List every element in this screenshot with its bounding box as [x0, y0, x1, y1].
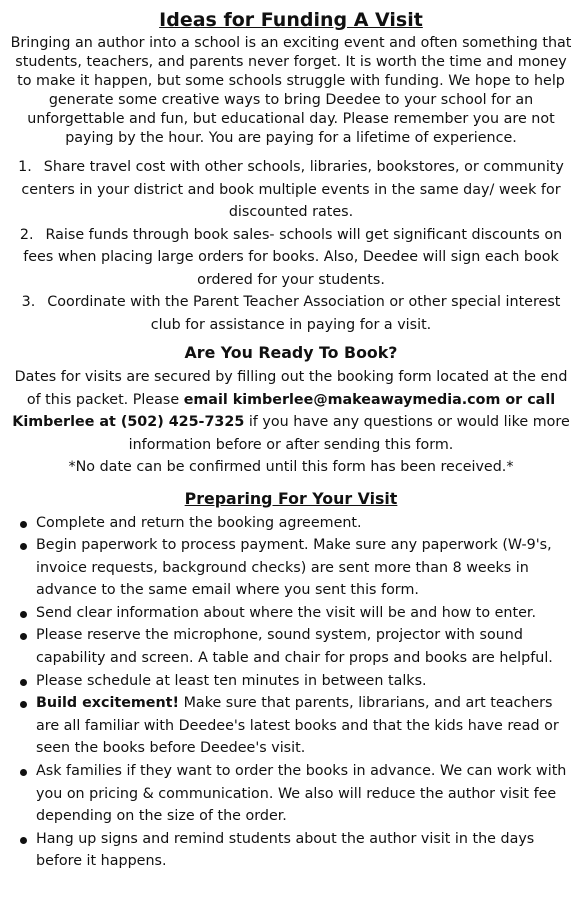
- page-title: Ideas for Funding A Visit: [159, 9, 423, 31]
- booking-paragraph: [6, 366, 576, 456]
- booking-text: Dates for visits are secured by filling out the booking form located at the end of this packet. Please: [14, 369, 568, 408]
- booking-text: if you have any questions or would like more information before or after sending this form.: [128, 414, 570, 453]
- item-text: Send clear information about where the visit will be and how to enter.: [36, 604, 537, 621]
- item-text: Complete and return the booking agreement.: [36, 514, 362, 531]
- list-item: [6, 512, 576, 535]
- item-text: Make sure that parents, librarians, and art teachers are all familiar with Deedee's latest books and that the kids have read or seen the books before Deedee's visit.: [36, 695, 559, 757]
- item-text: Raise funds through book sales- schools will get significant discounts on fees when placing large orders for books. Also, Deedee will sign each book ordered for your students.: [23, 226, 563, 288]
- item-text: Please reserve the microphone, sound system, projector with sound capability and screen. A table and chair for props and books are helpful.: [36, 627, 553, 667]
- item-text: Please schedule at least ten minutes in between talks.: [36, 672, 427, 689]
- bullet-icon: [20, 701, 27, 708]
- item-number: 2.: [19, 226, 34, 243]
- item-text: Begin paperwork to process payment. Make sure any paperwork (W-9's, invoice requests, background checks) are sent more than 8 weeks in advance to the same email where you sent this form.: [36, 537, 552, 599]
- booking-note: *No date can be confirmed until this form has been received.*: [68, 459, 514, 475]
- item-text: Ask families if they want to order the books in advance. We can work with you on pricing & communication. We also will reduce the author visit fee depending on the size of the order.: [36, 763, 567, 825]
- bullet-icon: [20, 633, 27, 640]
- item-number: 1.: [18, 159, 32, 175]
- contact-info: email kimberlee@makeawaymedia.com or call Kimberlee at (502) 425-7325: [12, 391, 556, 430]
- list-item: [6, 602, 576, 625]
- list-item: [8, 291, 574, 336]
- item-text: Hang up signs and remind students about the author visit in the days before it happens.: [36, 830, 535, 870]
- booking-heading: Are You Ready To Book?: [184, 343, 398, 362]
- list-item: [8, 156, 574, 224]
- bullet-icon: [20, 543, 27, 550]
- bullet-icon: [20, 611, 27, 618]
- bullet-icon: [20, 679, 27, 686]
- list-item: [6, 670, 576, 693]
- item-text: Coordinate with the Parent Teacher Association or other special interest club for assistance in paying for a visit.: [47, 294, 561, 333]
- bullet-icon: [20, 769, 27, 776]
- bullet-icon: [20, 837, 27, 844]
- list-item: [6, 828, 576, 873]
- item-text: Share travel cost with other schools, libraries, bookstores, or community centers in your district and book multiple events in the same day/ week for discounted rates.: [21, 159, 564, 220]
- preparing-list: [6, 512, 576, 874]
- list-item: [6, 624, 576, 669]
- list-item: [8, 224, 574, 292]
- list-item: [6, 692, 576, 760]
- intro-paragraph: Bringing an author into a school is an exciting event and often something that students, teachers, and parents never forget. It is worth the time and money to make it happen, but some schools struggle with funding. We hope to help generate some creative ways to bring Deedee to your school for an unforgettable and fun, but educational day. Please remember you are not paying by the hour. You are paying for a lifetime of experience.: [10, 35, 572, 146]
- item-bold: Build excitement!: [36, 695, 180, 712]
- list-item: [6, 760, 576, 828]
- list-item: [6, 534, 576, 602]
- preparing-heading: Preparing For Your Visit: [184, 488, 398, 508]
- item-number: 3.: [21, 294, 36, 310]
- bullet-icon: [20, 521, 27, 528]
- funding-ideas-list: [6, 156, 576, 336]
